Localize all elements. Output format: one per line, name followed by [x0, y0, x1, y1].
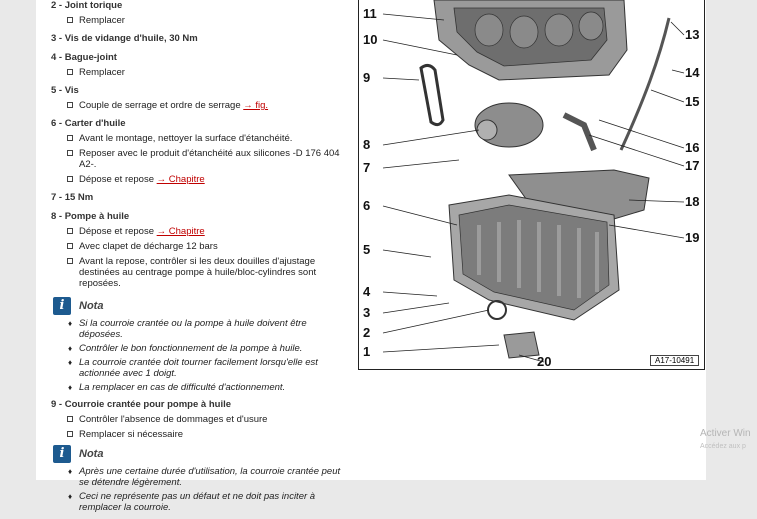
note-line [51, 357, 351, 379]
cross-reference-link[interactable]: → fig. [243, 100, 269, 111]
note-line-text: Après une certaine durée d'utilisation, la courroie crantée peut se détendre légèrement. [79, 466, 341, 488]
note-label: Nota [79, 300, 104, 312]
diamond-bullet-icon: ♦ [68, 467, 73, 476]
checkbox-bullet-icon [67, 258, 73, 264]
note-line-text: La courroie crantée doit tourner facilement lorsqu'elle est actionnée avec 1 doigt. [79, 357, 318, 379]
note-line [51, 466, 351, 488]
item-title: 7 - 15 Nm [51, 192, 94, 203]
callout-2: 2 [363, 325, 371, 340]
sub-item-text: Contrôler l'absence de dommages et d'usure [79, 414, 268, 425]
procedure-item [51, 0, 351, 26]
callout-9: 9 [363, 70, 371, 85]
diamond-bullet-icon: ♦ [68, 492, 73, 501]
diamond-bullet-icon: ♦ [68, 358, 73, 367]
note-line [51, 318, 351, 340]
diamond-bullet-icon: ♦ [68, 344, 73, 353]
callout-15: 15 [685, 94, 700, 109]
callout-7: 7 [363, 160, 371, 175]
sub-item [51, 226, 351, 237]
procedure-item [51, 211, 351, 289]
callout-10: 10 [363, 32, 378, 47]
info-icon: i [53, 445, 71, 463]
note-block [51, 444, 351, 513]
sub-item [51, 414, 351, 425]
sub-item-text: Dépose et repose [79, 226, 157, 237]
sub-item [51, 67, 351, 78]
callout-16: 16 [685, 140, 700, 155]
sub-item [51, 148, 351, 170]
procedure-item [51, 33, 351, 45]
sub-item [51, 241, 351, 252]
info-icon: i [53, 297, 71, 315]
activation-watermark: Activer Win [700, 428, 751, 439]
note-header [53, 296, 351, 316]
checkbox-bullet-icon [67, 102, 73, 108]
procedure-item [51, 118, 351, 185]
note-line [51, 491, 351, 513]
diamond-bullet-icon: ♦ [68, 383, 73, 392]
checkbox-bullet-icon [67, 416, 73, 422]
callout-3: 3 [363, 305, 371, 320]
callout-17: 17 [685, 158, 700, 173]
sub-item-text: Remplacer [79, 15, 125, 26]
callout-4: 4 [363, 284, 371, 299]
note-label: Nota [79, 448, 104, 460]
item-title: 3 - Vis de vidange d'huile, 30 Nm [51, 33, 198, 44]
procedure-item [51, 192, 351, 204]
procedure-item [51, 399, 351, 440]
item-title: 4 - Bague-joint [51, 52, 117, 63]
callout-13: 13 [685, 27, 700, 42]
callout-6: 6 [363, 198, 371, 213]
checkbox-bullet-icon [67, 69, 73, 75]
exploded-view-figure [358, 0, 705, 370]
cross-reference-link[interactable]: → Chapitre [156, 174, 205, 185]
item-title: 5 - Vis [51, 85, 79, 96]
callout-1: 1 [363, 344, 371, 359]
figure-reference: A17-10491 [650, 355, 699, 366]
note-line-text: Si la courroie crantée ou la pompe à huile doivent être déposées. [79, 318, 307, 340]
sub-item [51, 133, 351, 144]
document-page [36, 0, 706, 513]
checkbox-bullet-icon [67, 17, 73, 23]
item-title: 2 - Joint torique [51, 0, 123, 11]
note-header [53, 444, 351, 464]
sub-item-text: Avant le montage, nettoyer la surface d'étanchéité. [79, 133, 293, 144]
procedure-item [51, 85, 351, 111]
sub-item [51, 256, 351, 289]
checkbox-bullet-icon [67, 176, 73, 182]
checkbox-bullet-icon [67, 135, 73, 141]
checkbox-bullet-icon [67, 228, 73, 234]
callout-8: 8 [363, 137, 371, 152]
activation-watermark-subtitle: Accédez aux p [700, 443, 746, 450]
callout-19: 19 [685, 230, 700, 245]
callout-20: 20 [537, 354, 552, 369]
sub-item-text: Couple de serrage et ordre de serrage [79, 100, 244, 111]
callout-11: 11 [363, 6, 377, 21]
callout-5: 5 [363, 242, 371, 257]
note-line-text: La remplacer en cas de difficulté d'actionnement. [79, 382, 286, 393]
sub-item-text: Dépose et repose [79, 174, 157, 185]
checkbox-bullet-icon [67, 243, 73, 249]
sub-item-text: Avec clapet de décharge 12 bars [79, 241, 218, 252]
sub-item [51, 429, 351, 440]
item-title: 9 - Courroie crantée pour pompe à huile [51, 399, 232, 410]
sub-item-text: Remplacer si nécessaire [79, 429, 184, 440]
sub-item-text: Avant la repose, contrôler si les deux douilles d'ajustage destinées au centrage pompe à huile/bloc-cylindres sont reposées. [79, 256, 317, 289]
note-line [51, 382, 351, 393]
procedure-text-column [51, 0, 351, 519]
sub-item [51, 100, 351, 111]
note-block [51, 296, 351, 393]
item-title: 8 - Pompe à huile [51, 211, 130, 222]
sub-item-text: Remplacer [79, 67, 125, 78]
diamond-bullet-icon: ♦ [68, 319, 73, 328]
checkbox-bullet-icon [67, 150, 73, 156]
cross-reference-link[interactable]: → Chapitre [156, 226, 205, 237]
sub-item-text: Reposer avec le produit d'étanchéité aux silicones -D 176 404 A2-. [79, 148, 340, 170]
note-line-text: Contrôler le bon fonctionnement de la pompe à huile. [79, 343, 303, 354]
sub-item [51, 174, 351, 185]
callout-14: 14 [685, 65, 700, 80]
note-line [51, 343, 351, 354]
note-line-text: Ceci ne représente pas un défaut et ne doit pas inciter à remplacer la courroie. [79, 491, 316, 513]
engine-oil-pump-diagram [359, 0, 706, 370]
sub-item [51, 15, 351, 26]
checkbox-bullet-icon [67, 431, 73, 437]
procedure-item [51, 52, 351, 78]
callout-18: 18 [685, 194, 700, 209]
item-title: 6 - Carter d'huile [51, 118, 126, 129]
